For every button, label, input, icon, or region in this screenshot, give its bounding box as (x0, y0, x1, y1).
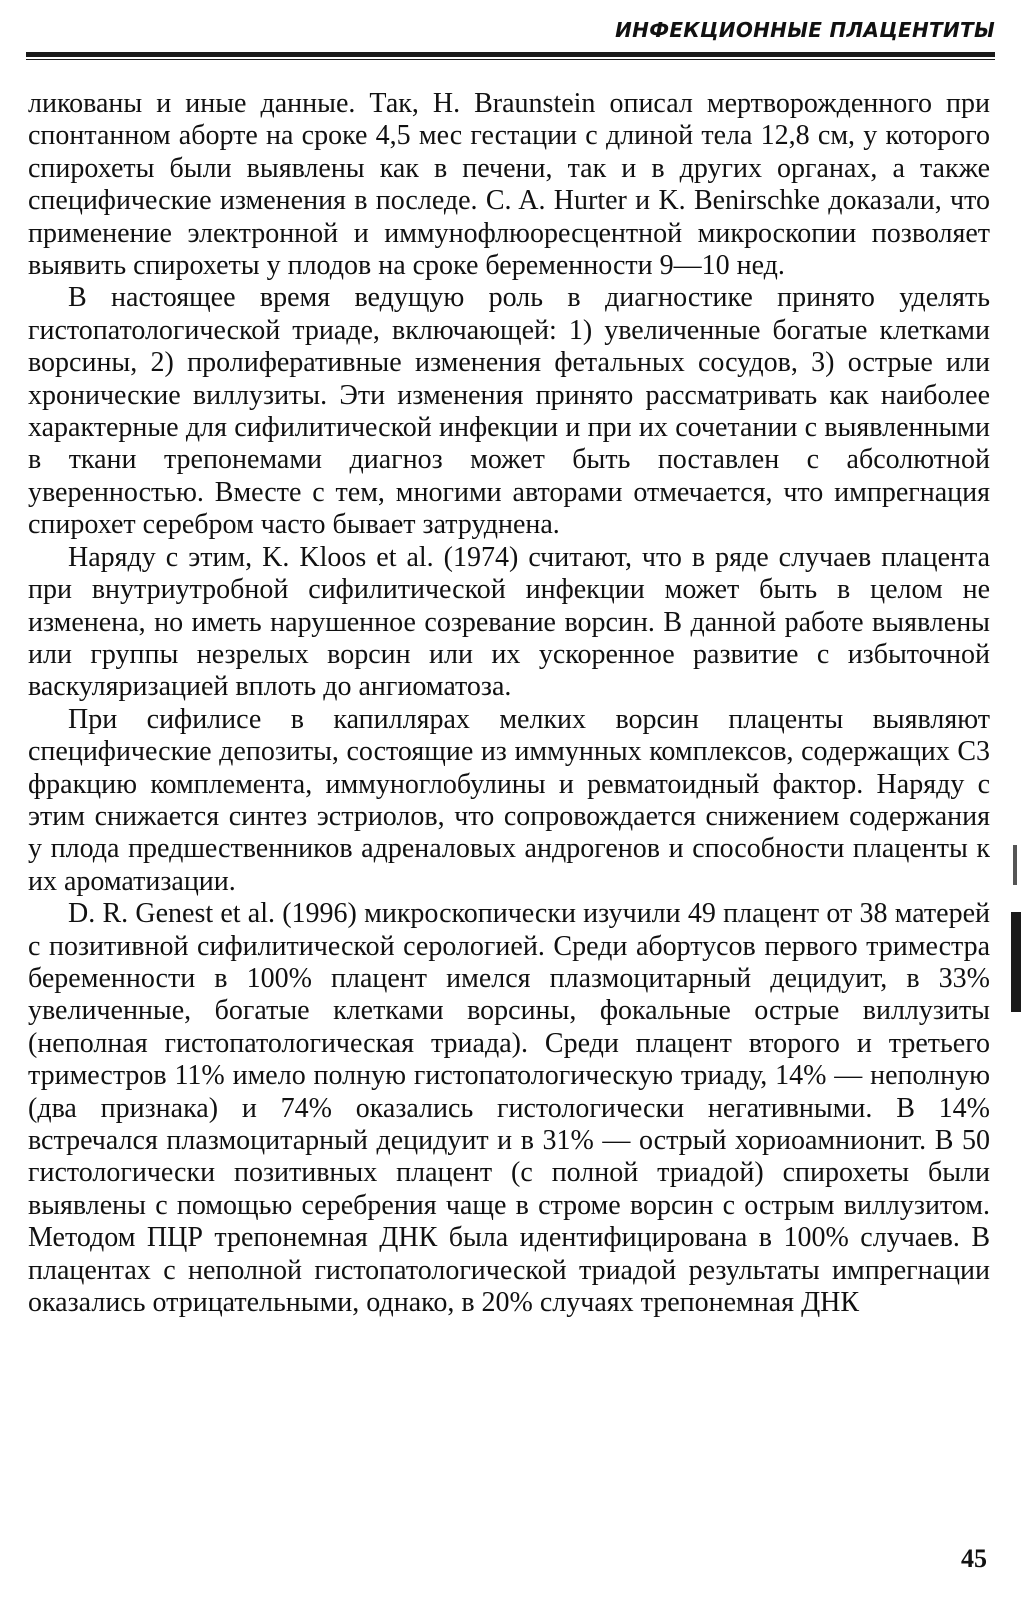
body-text (28, 88, 990, 1319)
paragraph-continued: ликованы и иные данные. Так, H. Braunstein описал мертворожденного при спонтанном аборте на сроке 4,5 мес гестации с длиной тела 12,8 см, у которого спирохеты были выявлены как в печени, так и в других органах, а также специфические изменения в последе. C. A. Hurter и K. Benirschke доказали, что применение электронной и иммунофлюоресцентной микроскопии позволяет выявить спирохеты у плодов на сроке беременности 9—10 нед. (28, 88, 990, 282)
scan-margin-bar (1011, 912, 1021, 1012)
paragraph: D. R. Genest et al. (1996) микроскопически изучили 49 плацент от 38 матерей с позитивной сифилитической серологией. Среди абортусов первого триместра беременности в 100% плацент имелся плазмоцитарный децидуит, в 33% увеличенные, богатые клетками ворсины, фокальные острые виллузиты (неполная гистопатологическая триада). Среди плацент второго и третьего триместров 11% имело полную гистопатологическую триаду, 14% — неполную (два признака) и 74% оказались гистологически негативными. В 14% встречался плазмоцитарный децидуит и в 31% — острый хориоамнионит. В 50 гистологически позитивных плацент (с полной триадой) спирохеты были выявлены с помощью серебрения чаще в строме ворсин с острым виллузитом. Методом ПЦР трепонемная ДНК была идентифицирована в 100% случаев. В плацентах с неполной гистопатологической триадой результаты импрегнации оказались отрицательными, однако, в 20% случаях трепонемная ДНК (28, 898, 990, 1319)
paragraph: В настоящее время ведущую роль в диагностике принято уделять гистопатологической триаде, включающей: 1) увеличенные богатые клетками ворсины, 2) пролиферативные изменения фетальных сосудов, 3) острые или хронические виллузиты. Эти изменения принято рассматривать как наиболее характерные для сифилитической инфекции и при их сочетании с выявленными в ткани трепонемами диагноз может быть поставлен с абсолютной уверенностью. Вместе с тем, многими авторами отмечается, что импрегнация спирохет серебром часто бывает затруднена. (28, 282, 990, 541)
paragraph: Наряду с этим, K. Kloos et al. (1974) считают, что в ряде случаев плацента при внутриутробной сифилитической инфекции может быть в целом не изменена, но иметь нарушенное созревание ворсин. В данной работе выявлены или группы незрелых ворсин или их ускоренное развитие с избыточной васкуляризацией вплоть до ангиоматоза. (28, 541, 990, 703)
running-head: ИНФЕКЦИОННЫЕ ПЛАЦЕНТИТЫ (615, 18, 995, 42)
header-rule (26, 52, 995, 60)
paragraph: При сифилисе в капиллярах мелких ворсин плаценты выявляют специфические депозиты, состоящие из иммунных комплексов, содержащих C3 фракцию комплемента, иммуноглобулины и ревматоидный фактор. Наряду с этим снижается синтез эстриолов, что сопровождается снижением содержания у плода предшественников адреналовых андрогенов и способности плаценты к их ароматизации. (28, 703, 990, 897)
page-number: 45 (961, 1544, 987, 1573)
scan-margin-mark (1013, 845, 1017, 885)
page-header (26, 18, 995, 62)
